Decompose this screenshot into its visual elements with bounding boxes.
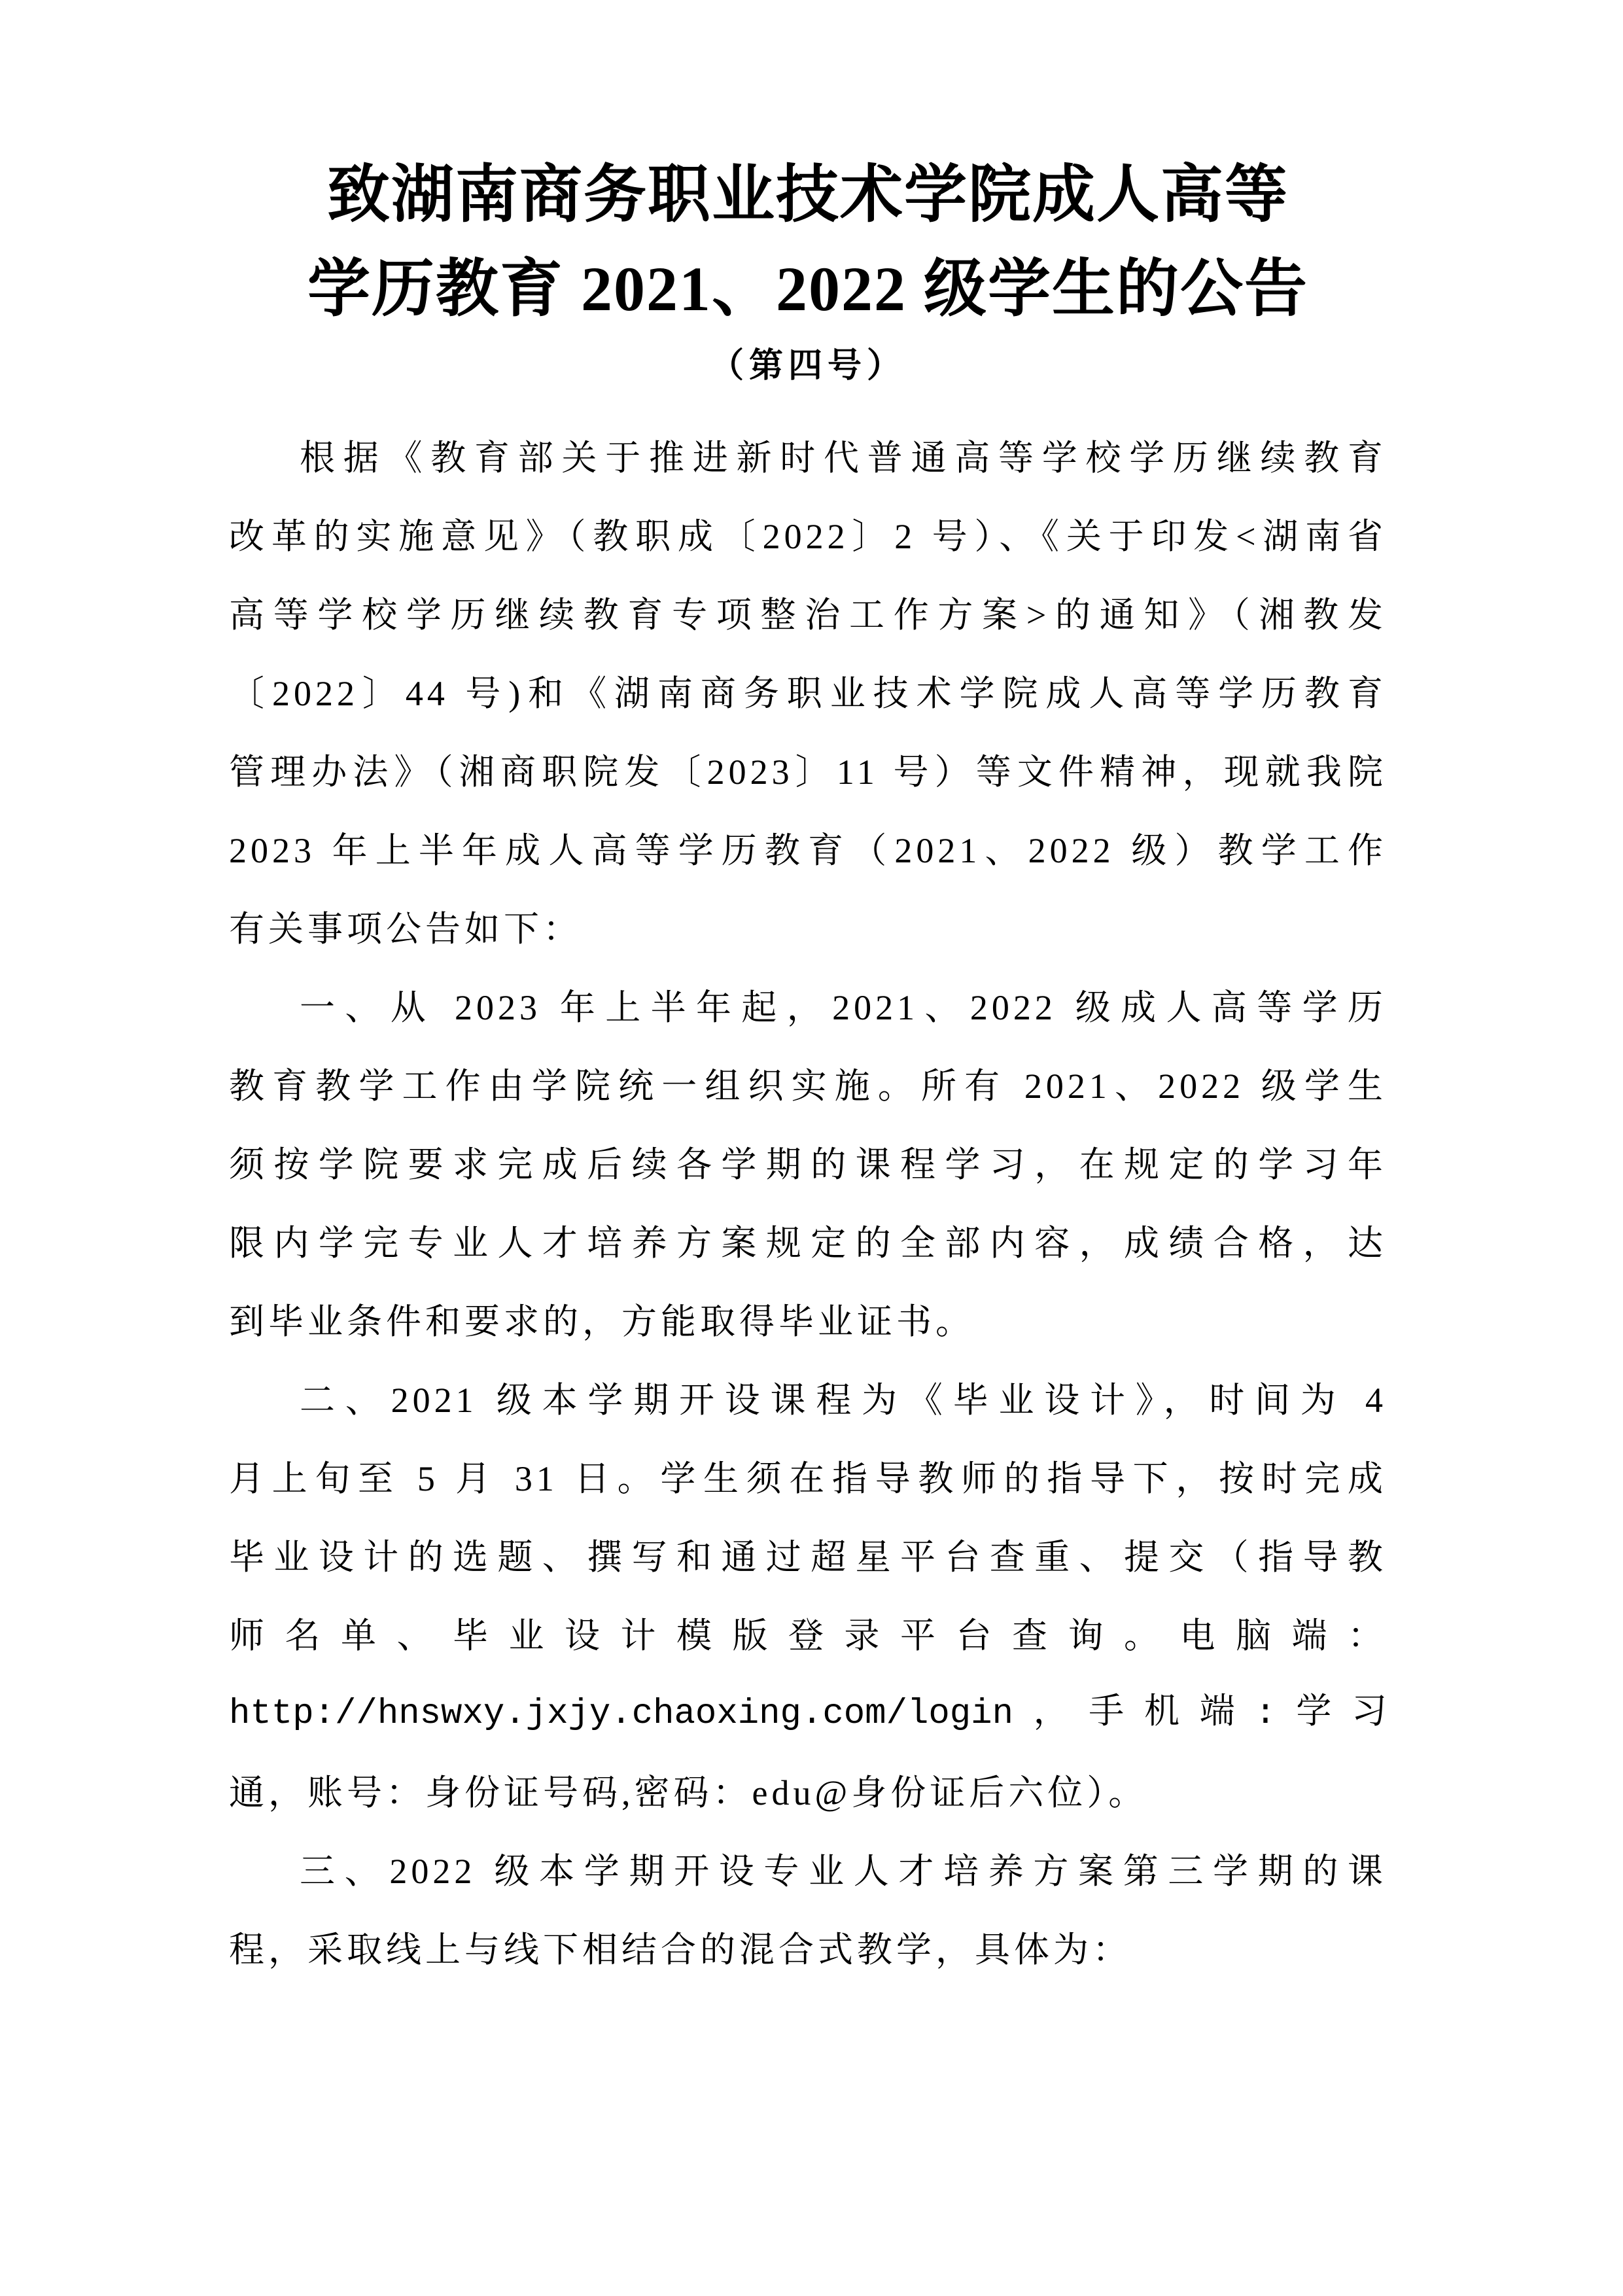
body-line: 高等学校学历继续教育专项整治工作方案>的通知》（湘教发	[229, 595, 1387, 635]
body-line: 改革的实施意见》（教职成〔2022〕2 号）、《关于印发<湖南省	[229, 517, 1387, 556]
body-line: 〔2022〕44 号)和《湖南商务职业技术学院成人高等学历教育	[229, 674, 1387, 713]
body-line: 师名单、毕业设计模版登录平台查询。电脑端：	[229, 1616, 1387, 1655]
body-line: 通，账号：身份证号码,密码：edu@身份证后六位）。	[229, 1773, 1148, 1812]
body-line: 须按学院要求完成后续各学期的课程学习，在规定的学习年	[229, 1145, 1387, 1184]
paragraph-3	[229, 1361, 1387, 1832]
paragraph-4	[229, 1832, 1387, 1989]
body-line: 根据《教育部关于推进新时代普通高等学校学历继续教育	[300, 438, 1387, 478]
title-line-2: 学历教育 2021、2022 级学生的公告	[307, 254, 1308, 324]
body-line: 二、2021 级本学期开设课程为《毕业设计》，时间为 4	[300, 1381, 1387, 1420]
body-line: 程，采取线上与线下相结合的混合式教学，具体为：	[229, 1930, 1132, 1969]
body-line: 有关事项公告如下：	[229, 910, 582, 949]
body-line: 一、从 2023 年上半年起，2021、2022 级成人高等学历	[300, 988, 1387, 1027]
body-line-url: http://hnswxy.jxjy.chaoxing.com/login，手机端:学习	[229, 1694, 1387, 1734]
document-title	[229, 148, 1387, 336]
body-line: 毕业设计的选题、撰写和通过超星平台查重、提交（指导教	[229, 1538, 1387, 1577]
body-line: 月上旬至 5 月 31 日。学生须在指导教师的指导下，按时完成	[229, 1459, 1387, 1498]
paragraph-2	[229, 968, 1387, 1361]
body-line: 限内学完专业人才培养方案规定的全部内容，成绩合格，达	[229, 1224, 1387, 1263]
body-line: 2023 年上半年成人高等学历教育（2021、2022 级）教学工作	[229, 831, 1387, 870]
body-line: 教育教学工作由学院统一组织实施。所有 2021、2022 级学生	[229, 1067, 1387, 1106]
issue-number: （第四号）	[709, 347, 906, 385]
body-line: 管理办法》（湘商职院发〔2023〕11 号）等文件精神，现就我院	[229, 752, 1387, 792]
body-line: 三、2022 级本学期开设专业人才培养方案第三学期的课	[300, 1852, 1387, 1891]
body-line: 到毕业条件和要求的，方能取得毕业证书。	[229, 1302, 975, 1341]
title-line-1: 致湖南商务职业技术学院成人高等	[327, 160, 1289, 230]
paragraph-1	[229, 419, 1387, 968]
document-body	[229, 419, 1387, 1989]
